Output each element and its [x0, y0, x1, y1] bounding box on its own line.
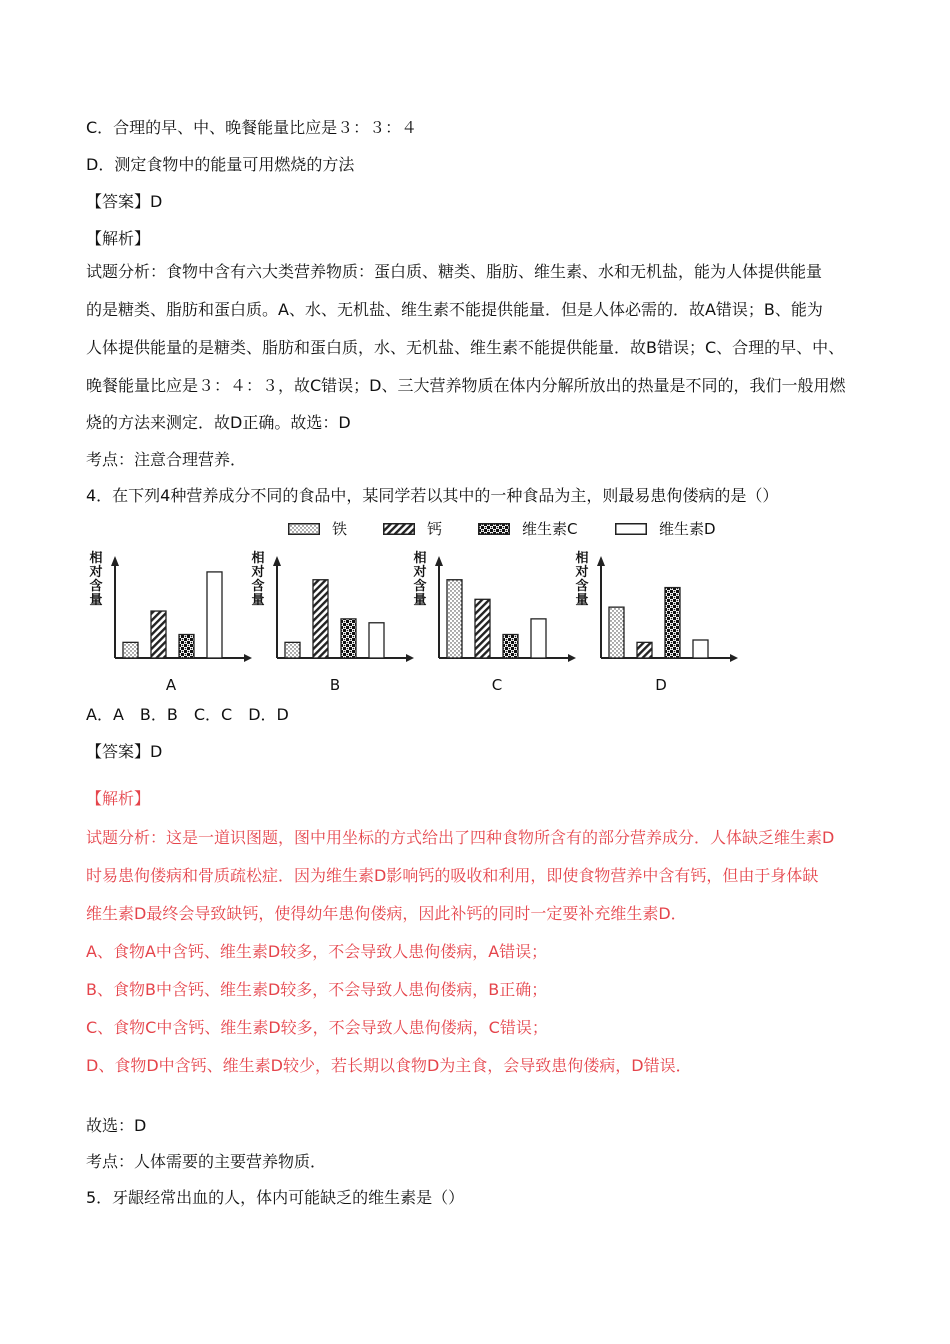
bar-vitamin-c — [665, 588, 680, 658]
y-axis-arrow — [273, 556, 281, 566]
panel-label: B — [329, 676, 341, 694]
y-axis-label: 相 对 含 量 — [413, 551, 427, 608]
answer-label: 【答案】D — [86, 742, 163, 761]
y-axis-arrow — [435, 556, 443, 566]
chart-legend — [288, 518, 748, 540]
option-d: D．测定食物中的能量可用燃烧的方法 — [86, 155, 355, 174]
bar-vitamin-c — [503, 635, 518, 658]
knowledge-point: 考点：注意合理营养． — [86, 450, 247, 469]
y-axis-arrow — [111, 556, 119, 566]
analysis-line-red: 试题分析：这是一道识图题，图中用坐标的方式给出了四种食物所含有的部分营养成分．人体缺乏维生素D — [86, 828, 835, 847]
y-axis-label: 相 对 含 量 — [251, 551, 265, 608]
bar-calcium — [475, 599, 490, 658]
panel-label: D — [655, 676, 667, 694]
y-axis-label: 相 对 含 量 — [575, 551, 589, 608]
chart-plot — [412, 548, 577, 673]
analysis-line: 烧的方法来测定．故D正确。故选：D — [86, 413, 351, 432]
analysis-line-red: 时易患佝偻病和骨质疏松症．因为维生素D影响钙的吸收和利用，即使食物营养中含有钙，但由于身体缺 — [86, 866, 819, 885]
y-axis-arrow — [597, 556, 605, 566]
panel-label: C — [491, 676, 503, 694]
legend-label: 钙 — [427, 520, 443, 538]
chart-panel-a — [88, 548, 253, 698]
analysis-line-red: D、食物D中含钙、维生素D较少，若长期以食物D为主食，会导致患佝偻病，D错误． — [86, 1056, 692, 1075]
analysis-line-red: B、食物B中含钙、维生素D较多，不会导致人患佝偻病，B正确； — [86, 980, 548, 999]
legend-swatch-dots — [288, 523, 320, 535]
legend-label: 铁 — [332, 520, 348, 538]
analysis-line: 试题分析：食物中含有六大类营养物质：蛋白质、糖类、脂肪、维生素、水和无机盐，能为人体提供能量 — [86, 262, 823, 281]
analysis-heading-red: 【解析】 — [86, 789, 151, 808]
analysis-line: 的是糖类、脂肪和蛋白质。A、水、无机盐、维生素不能提供能量．但是人体必需的．故A错误；B、能为 — [86, 300, 823, 319]
bar-iron — [285, 642, 300, 658]
answer-label: 【答案】D — [86, 192, 163, 211]
bar-vitamin-c — [341, 619, 356, 658]
legend-label: 维生素C — [522, 520, 578, 538]
analysis-line: 晚餐能量比应是３：４：３，故C错误；D、三大营养物质在体内分解所放出的热量是不同的，我们一般用燃 — [86, 376, 846, 395]
question-5-stem: 5．牙龈经常出血的人，体内可能缺乏的维生素是（） — [86, 1188, 465, 1207]
legend-swatch-blank — [615, 523, 647, 535]
bar-vitamin-d — [207, 572, 222, 658]
analysis-heading: 【解析】 — [86, 229, 151, 248]
option-c: C．合理的早、中、晚餐能量比应是３：３：４ — [86, 118, 418, 137]
bar-vitamin-d — [369, 623, 384, 658]
chart-plot — [88, 548, 253, 673]
chart-panel-c — [412, 548, 577, 698]
final-choice: 故选：D — [86, 1116, 147, 1135]
chart-plot — [250, 548, 415, 673]
analysis-line: 人体提供能量的是糖类、脂肪和蛋白质，水、无机盐、维生素不能提供能量．故B错误；C、合理的早、中、 — [86, 338, 845, 357]
analysis-line-red: 维生素D最终会导致缺钙，使得幼年患佝偻病，因此补钙的同时一定要补充维生素D． — [86, 904, 687, 923]
legend-swatch-hatch — [383, 523, 415, 535]
bar-calcium — [637, 642, 652, 658]
bar-vitamin-d — [531, 619, 546, 658]
y-axis-label: 相 对 含 量 — [89, 551, 103, 608]
chart-plot — [574, 548, 739, 673]
legend-label: 维生素D — [659, 520, 716, 538]
bar-vitamin-c — [179, 635, 194, 658]
x-axis-arrow — [730, 654, 738, 662]
legend-swatch-check — [478, 523, 510, 535]
bar-iron — [123, 642, 138, 658]
chart-panel-d — [574, 548, 739, 698]
bar-vitamin-d — [693, 640, 708, 658]
bar-iron — [447, 580, 462, 658]
panel-label: A — [165, 676, 177, 694]
bar-calcium — [151, 611, 166, 658]
question-4-stem: 4．在下列4种营养成分不同的食品中，某同学若以其中的一种食品为主，则最易患佝偻病的是（） — [86, 486, 779, 505]
bar-iron — [609, 607, 624, 658]
analysis-line-red: A、食物A中含钙、维生素D较多，不会导致人患佝偻病，A错误； — [86, 942, 548, 961]
knowledge-point: 考点：人体需要的主要营养物质． — [86, 1152, 327, 1171]
bar-calcium — [313, 580, 328, 658]
chart-panel-b — [250, 548, 415, 698]
question-4-options: A．A B．B C．C D．D — [86, 705, 289, 724]
analysis-line-red: C、食物C中含钙、维生素D较多，不会导致人患佝偻病，C错误； — [86, 1018, 548, 1037]
